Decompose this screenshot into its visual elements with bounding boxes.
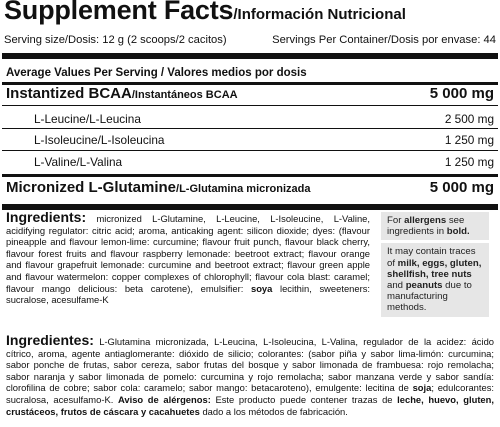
ingredients-en-text-end: lecithin, sweeteners: sucralose, acesulfame-K xyxy=(6,282,370,306)
component-amount: 2 500 mg xyxy=(444,112,494,126)
allergen-note-text: For xyxy=(387,215,405,226)
component-amount: 1 250 mg xyxy=(444,133,494,147)
title-row xyxy=(4,0,406,24)
divider-thin xyxy=(2,150,498,151)
glutamine-name: Micronized L-Glutamine xyxy=(6,179,177,196)
ingredients-es xyxy=(6,335,494,425)
allergen-note xyxy=(381,212,489,240)
component-name: L-Valine/L-Valina xyxy=(34,155,123,169)
ingredients-es-allergens: leche, huevo, gluten, crustáceos, frutos de cáscara y cacahuetes xyxy=(6,393,494,417)
ingredients-es-heading: Ingredientes: xyxy=(6,335,94,348)
ingredients-en-heading: Ingredients: xyxy=(6,212,87,225)
serving-size: Serving size/Dosis: 12 g (2 scoops/2 cacitos) xyxy=(4,34,227,46)
allergen-traces-bold: peanuts xyxy=(405,280,443,292)
average-values-label: Average Values Per Serving / Valores medios por dosis xyxy=(6,67,307,79)
bcaa-component-row xyxy=(34,112,494,126)
ingredients-en-text: micronized L-Glutamine, L-Leucine, L-Isoleucine, L-Valine, acidifying regulator: citric acid; aroma, anticaking agent: silicon dioxide; dyes: (flavour pineapple and flavour lemon-lime: curcumine; flavour fruit punch, flavour black cherry, flavour forest fruits and flavour raspberry lemonade: beetroot extract; flavour orange and flavour grapefruit lemonade: curcumine and beetroot extract; flavour green apple and flavour watermelon: copper complexes of chlorophyll; flavour cola blast: caramel; flavour mango delicious: beta carotene), emulsifier: xyxy=(6,213,370,294)
panel-title: Supplement Facts xyxy=(4,0,234,25)
allergen-warning-label: Aviso de alérgenos: xyxy=(117,393,211,405)
ingredients-en xyxy=(6,212,370,340)
bcaa-row xyxy=(6,85,494,102)
glutamine-row xyxy=(6,179,494,196)
glutamine-name-es: /L-Glutamina micronizada xyxy=(176,183,311,195)
servings-per-container: Servings Per Container/Dosis por envase: 44 xyxy=(272,34,496,46)
ingredients-es-allergen-soy: soja xyxy=(412,382,432,394)
ingredients-es-text-end: dado a los métodos de fabricación. xyxy=(199,405,348,417)
component-name: L-Isoleucine/L-Isoleucina xyxy=(34,133,165,147)
ingredients-es-text: L-Glutamina micronizada, L-Leucina, L-Isoleucina, L-Valina, regulador de la acidez: ácido cítrico, aroma, agente antiaglomerante: dióxido de silicio; colorantes: (sabor piña y sabor lima-limón: curcumina; sabor ponche de frutas, sabor cereza, sabor frutas del bosque y sabor limonada de frambuesa: rojo remolacha; sabor naranja y sabor limonada de pomelo: curcumina y rojo remolacha; sabor manzana verde y sabor sandía: clorofilina de cobre; sabor cola: caramelo; sabor mango: betacaroteno), emulgente: lecitina de xyxy=(6,336,494,394)
bcaa-name-group xyxy=(6,85,238,102)
bcaa-amount: 5 000 mg xyxy=(429,85,494,102)
allergen-traces-bold: milk, eggs, gluten, shellfish, tree nuts xyxy=(387,257,482,280)
component-name: L-Leucine/L-Leucina xyxy=(34,112,141,126)
bcaa-name: Instantized BCAA xyxy=(6,85,132,102)
allergen-traces-text: It may contain traces of xyxy=(387,246,476,269)
allergen-traces-text: due to manufacturing methods. xyxy=(387,280,472,314)
divider-thin xyxy=(2,105,498,106)
allergen-traces xyxy=(381,243,489,316)
ingredients-es-text: ; edulcorantes: sucralosa, acesulfamo-K. xyxy=(6,382,494,405)
bcaa-component-row xyxy=(34,155,494,169)
glutamine-name-group xyxy=(6,179,310,196)
bcaa-name-es: /Instantáneos BCAA xyxy=(131,89,238,101)
divider-medium xyxy=(2,174,498,177)
serving-row xyxy=(4,34,496,46)
component-amount: 1 250 mg xyxy=(444,155,494,169)
allergen-info-box xyxy=(381,212,489,317)
glutamine-amount: 5 000 mg xyxy=(429,179,494,196)
allergen-note-text: see ingredients in xyxy=(387,215,465,238)
allergen-note-bold: bold. xyxy=(446,226,470,238)
ingredients-en-allergen-soy: soya xyxy=(250,282,273,294)
allergen-traces-text: and xyxy=(387,280,406,292)
allergen-note-bold: allergens xyxy=(404,215,447,226)
panel-subtitle: /Información Nutricional xyxy=(233,6,406,23)
ingredients-es-text: Este producto puede contener trazas de xyxy=(210,393,398,405)
divider-thick xyxy=(2,53,498,59)
bcaa-component-row xyxy=(34,133,494,147)
divider-thin xyxy=(2,128,498,129)
divider-thick xyxy=(2,204,498,210)
